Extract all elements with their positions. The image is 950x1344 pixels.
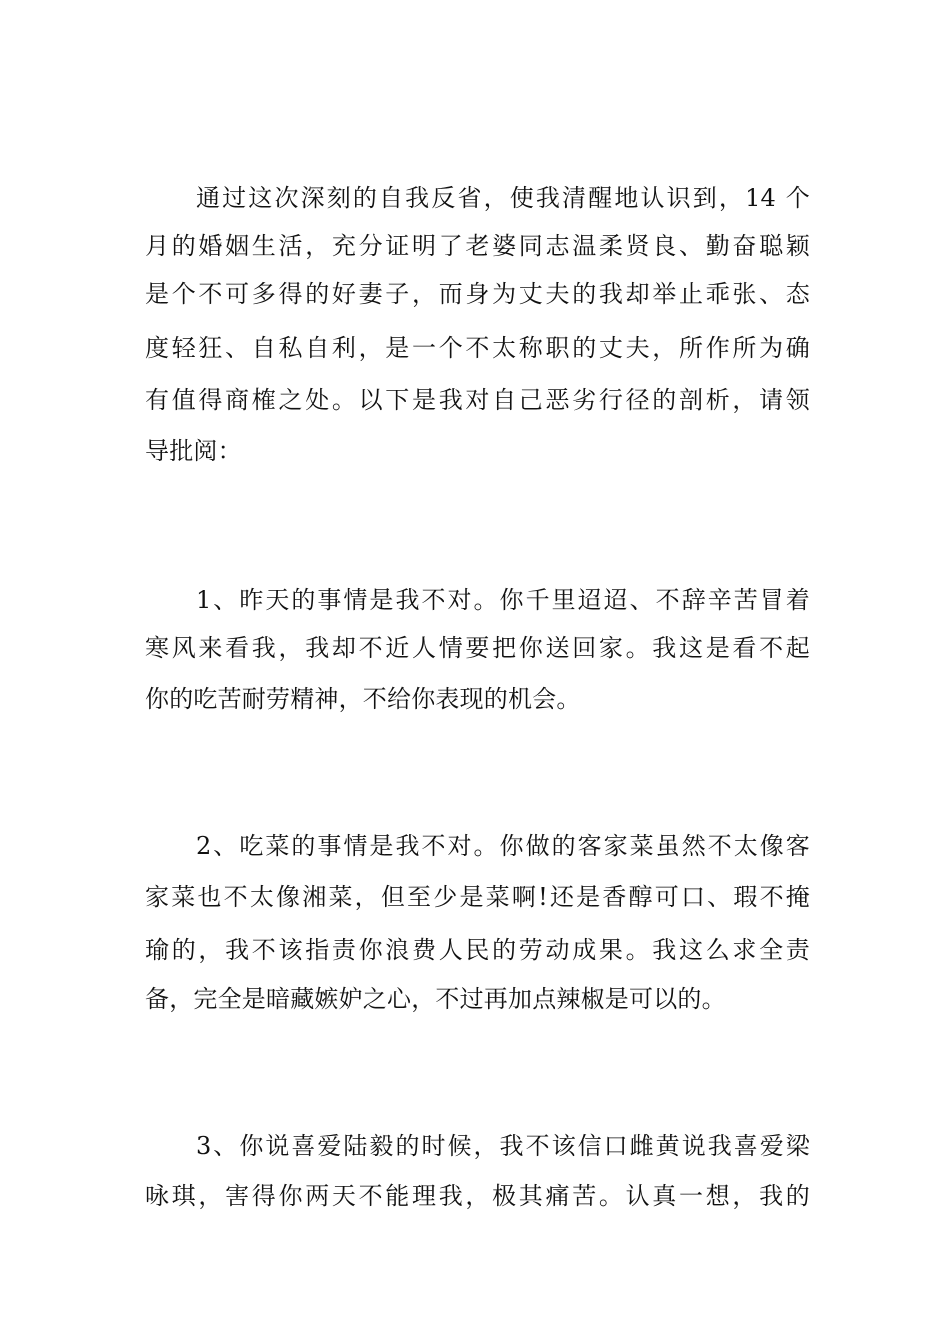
paragraph-line: 月的婚姻生活，充分证明了老婆同志温柔贤良、勤奋聪颖 <box>145 232 810 260</box>
paragraph-line: 3、你说喜爱陆毅的时候，我不该信口雌黄说我喜爱梁 <box>196 1132 810 1160</box>
paragraph-line: 通过这次深刻的自我反省，使我清醒地认识到，14 个 <box>196 184 810 212</box>
paragraph-line: 1、昨天的事情是我不对。你千里迢迢、不辞辛苦冒着 <box>196 586 810 614</box>
paragraph-line: 度轻狂、自私自利，是一个不太称职的丈夫，所作所为确 <box>145 334 810 362</box>
paragraph-line: 咏琪，害得你两天不能理我，极其痛苦。认真一想，我的 <box>145 1182 810 1210</box>
paragraph-line: 导批阅： <box>145 437 242 465</box>
paragraph-line: 有值得商榷之处。以下是我对自己恶劣行径的剖析，请领 <box>145 386 810 414</box>
paragraph-line: 是个不可多得的好妻子，而身为丈夫的我却举止乖张、态 <box>145 280 810 308</box>
paragraph-line: 瑜的，我不该指责你浪费人民的劳动成果。我这么求全责 <box>145 936 810 964</box>
paragraph-line: 2、吃菜的事情是我不对。你做的客家菜虽然不太像客 <box>196 832 810 860</box>
paragraph-line: 备，完全是暗藏嫉妒之心，不过再加点辣椒是可以的。 <box>145 985 726 1013</box>
paragraph-line: 家菜也不太像湘菜，但至少是菜啊!还是香醇可口、瑕不掩 <box>145 883 810 911</box>
paragraph-line: 你的吃苦耐劳精神，不给你表现的机会。 <box>145 685 581 713</box>
paragraph-line: 寒风来看我，我却不近人情要把你送回家。我这是看不起 <box>145 634 810 662</box>
